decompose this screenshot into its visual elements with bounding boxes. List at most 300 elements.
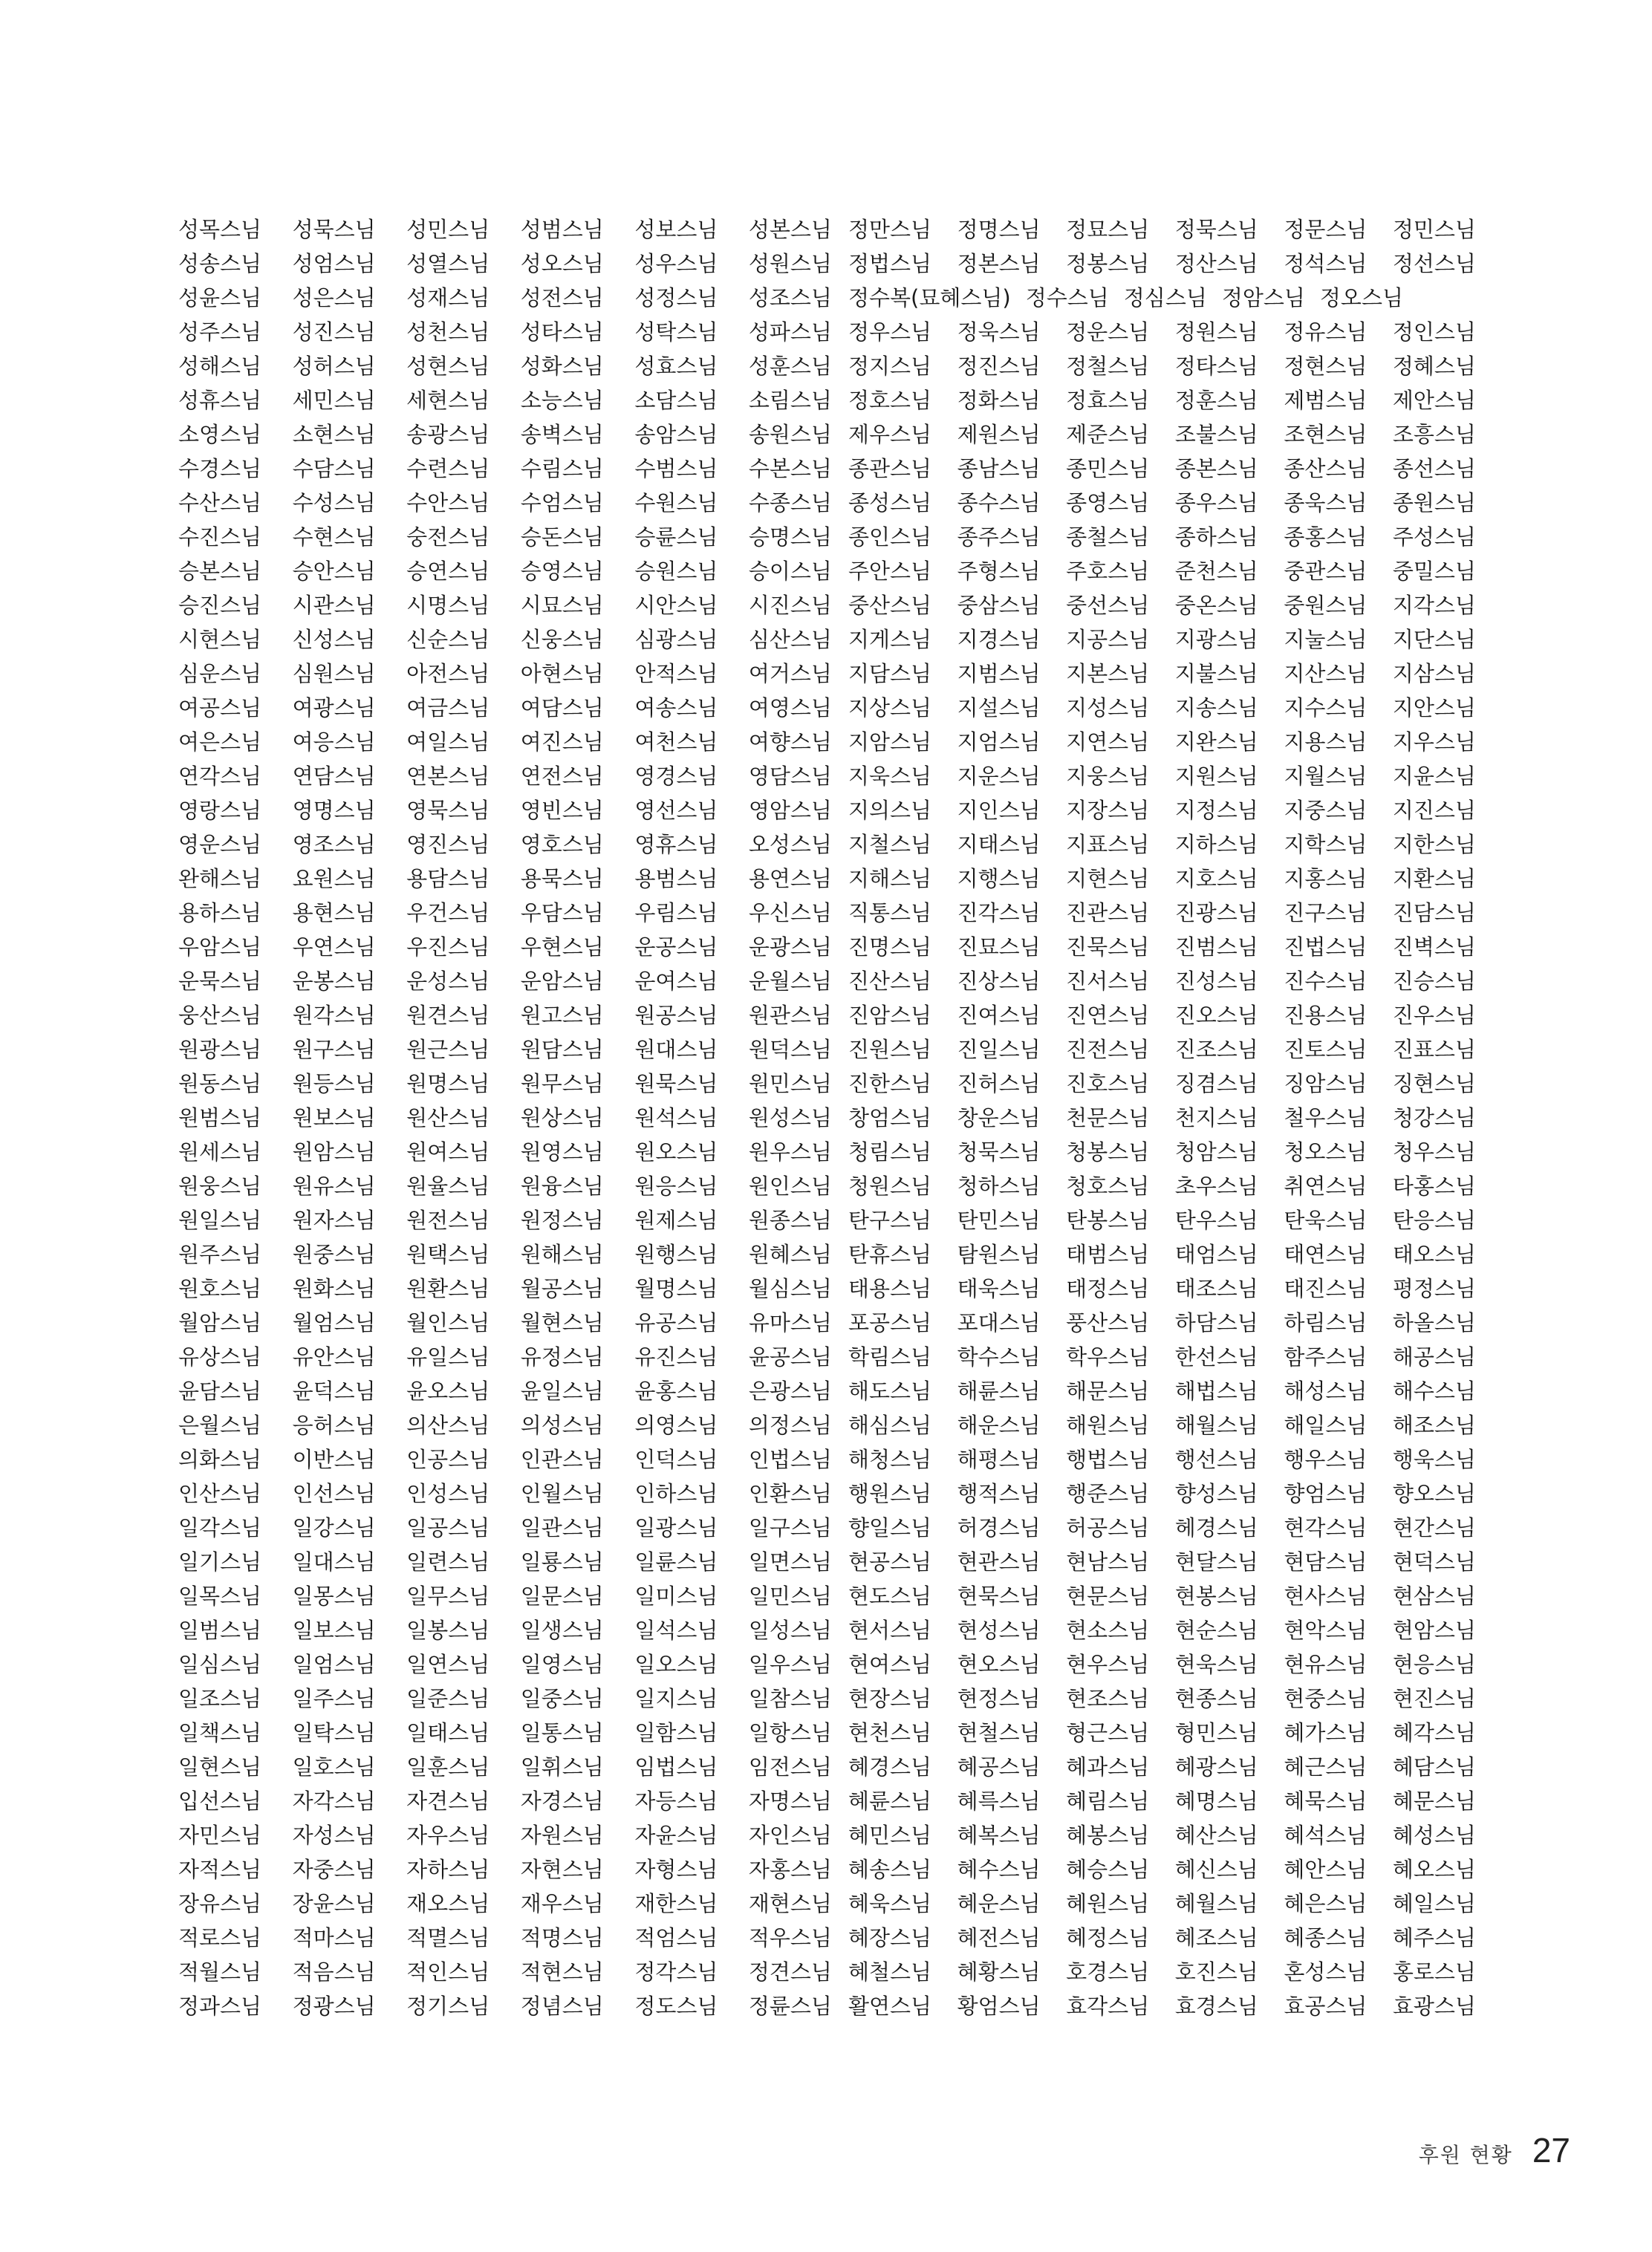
donor-name: 용하스님 — [178, 900, 262, 925]
donor-name: 원상스님 — [520, 1105, 604, 1130]
donor-name: 진구스님 — [1284, 900, 1368, 925]
name-row — [178, 520, 832, 554]
donor-name: 지중스님 — [1284, 798, 1368, 823]
donor-name: 월심스님 — [748, 1276, 832, 1301]
name-row — [848, 554, 1476, 588]
donor-name: 태범스님 — [1066, 1242, 1150, 1267]
donor-name: 혜전스님 — [957, 1925, 1041, 1950]
donor-name: 일연스님 — [406, 1652, 490, 1677]
donor-name: 일대스님 — [292, 1549, 376, 1575]
donor-name: 행원스님 — [848, 1481, 932, 1506]
name-row — [178, 1169, 832, 1203]
donor-name: 종주스님 — [957, 524, 1041, 550]
donor-name: 심산스님 — [748, 627, 832, 652]
donor-name: 진광스님 — [1174, 900, 1258, 925]
donor-name: 혜륵스님 — [957, 1789, 1041, 1814]
donor-name: 자홍스님 — [748, 1857, 832, 1882]
section-label: 후원 현황 — [1418, 2143, 1513, 2167]
donor-name: 월명스님 — [634, 1276, 718, 1301]
donor-name: 정견스님 — [748, 1959, 832, 1985]
donor-name: 용묵스님 — [520, 866, 604, 891]
donor-name: 중온스님 — [1174, 593, 1258, 618]
donor-name: 임전스님 — [748, 1754, 832, 1780]
donor-name: 지하스님 — [1174, 832, 1258, 857]
donor-name: 여영스님 — [748, 695, 832, 720]
name-row — [848, 1613, 1476, 1647]
donor-name: 현조스님 — [1066, 1686, 1150, 1711]
donor-name: 지학스님 — [1284, 832, 1368, 857]
donor-name: 징현스님 — [1392, 1071, 1476, 1096]
donor-name: 재오스님 — [406, 1891, 490, 1916]
donor-name: 진조스님 — [1174, 1037, 1258, 1062]
donor-name: 원담스님 — [520, 1037, 604, 1062]
name-row — [178, 1511, 832, 1545]
donor-name: 적명스님 — [520, 1925, 604, 1950]
donor-name: 허공스님 — [1066, 1515, 1150, 1540]
donor-name: 일훈스님 — [406, 1754, 490, 1780]
donor-name: 일몽스님 — [292, 1584, 376, 1609]
donor-name: 용현스님 — [292, 900, 376, 925]
donor-name: 일준스님 — [406, 1686, 490, 1711]
donor-name: 중선스님 — [1066, 593, 1150, 618]
donor-name: 영조스님 — [292, 832, 376, 857]
donor-name: 승영스님 — [520, 559, 604, 584]
donor-name: 수엄스님 — [520, 490, 604, 515]
name-row — [848, 1716, 1476, 1750]
donor-name: 원해스님 — [520, 1242, 604, 1267]
name-row — [848, 452, 1476, 486]
donor-name: 지본스님 — [1066, 661, 1150, 686]
donor-name: 일범스님 — [178, 1618, 262, 1643]
name-row — [178, 1887, 832, 1921]
donor-name: 적로스님 — [178, 1925, 262, 1950]
donor-name: 천문스님 — [1066, 1105, 1150, 1130]
donor-name: 지완스님 — [1174, 729, 1258, 755]
donor-name: 소현스님 — [292, 422, 376, 447]
donor-name: 제범스님 — [1284, 388, 1368, 413]
donor-name: 혜담스님 — [1392, 1754, 1476, 1780]
donor-name: 태욱스님 — [957, 1276, 1041, 1301]
donor-name: 자형스님 — [634, 1857, 718, 1882]
name-row — [178, 1203, 832, 1237]
name-row — [848, 1818, 1476, 1852]
donor-name: 정만스님 — [848, 217, 932, 242]
donor-name: 성파스님 — [748, 319, 832, 345]
donor-name: 혜송스님 — [848, 1857, 932, 1882]
donor-name: 현달스님 — [1174, 1549, 1258, 1575]
donor-name: 주성스님 — [1392, 524, 1476, 550]
donor-name: 정묘스님 — [1066, 217, 1150, 242]
donor-name: 정광스님 — [292, 1994, 376, 2019]
donor-name: 승연스님 — [406, 559, 490, 584]
donor-name: 정훈스님 — [1174, 388, 1258, 413]
donor-name: 진묵스님 — [1066, 934, 1150, 960]
donor-name: 천지스님 — [1174, 1105, 1258, 1130]
donor-name: 성진스님 — [292, 319, 376, 345]
donor-name: 정문스님 — [1284, 217, 1368, 242]
name-row — [178, 1613, 832, 1647]
donor-name: 지성스님 — [1066, 695, 1150, 720]
donor-name: 일각스님 — [178, 1515, 262, 1540]
donor-name: 지안스님 — [1392, 695, 1476, 720]
donor-name: 우건스님 — [406, 900, 490, 925]
donor-name: 혜광스님 — [1174, 1754, 1258, 1780]
donor-name: 원융스님 — [520, 1174, 604, 1199]
donor-name: 탄욱스님 — [1284, 1208, 1368, 1233]
donor-name: 지송스님 — [1174, 695, 1258, 720]
donor-name: 송벽스님 — [520, 422, 604, 447]
name-row — [848, 1374, 1476, 1408]
name-row — [178, 1647, 832, 1682]
donor-name: 종인스님 — [848, 524, 932, 550]
donor-name: 태연스님 — [1284, 1242, 1368, 1267]
donor-name: 지철스님 — [848, 832, 932, 857]
donor-name: 원명스님 — [406, 1071, 490, 1096]
donor-name: 종철스님 — [1066, 524, 1150, 550]
donor-name: 응허스님 — [292, 1413, 376, 1438]
donor-name: 정륜스님 — [748, 1994, 832, 2019]
donor-name: 정우스님 — [848, 319, 932, 345]
donor-name: 원무스님 — [520, 1071, 604, 1096]
donor-name: 일관스님 — [520, 1515, 604, 1540]
name-row — [848, 862, 1476, 896]
donor-name: 현공스님 — [848, 1549, 932, 1575]
donor-name: 일엄스님 — [292, 1652, 376, 1677]
donor-name: 시묘스님 — [520, 593, 604, 618]
donor-name: 원범스님 — [178, 1105, 262, 1130]
name-row — [178, 315, 832, 349]
donor-name: 지담스님 — [848, 661, 932, 686]
donor-name: 의영스님 — [634, 1413, 718, 1438]
donor-name: 일호스님 — [292, 1754, 376, 1780]
donor-name: 소영스님 — [178, 422, 262, 447]
donor-name: 원종스님 — [748, 1208, 832, 1233]
donor-name: 시명스님 — [406, 593, 490, 618]
donor-name: 여향스님 — [748, 729, 832, 755]
donor-name: 정암스님 — [1221, 285, 1305, 310]
donor-name: 성화스님 — [520, 354, 604, 379]
donor-name: 해공스님 — [1392, 1344, 1476, 1370]
donor-name: 청원스님 — [848, 1174, 932, 1199]
donor-name: 행적스님 — [957, 1481, 1041, 1506]
donor-name: 중밀스님 — [1392, 559, 1476, 584]
name-row — [848, 1135, 1476, 1169]
donor-name: 행우스님 — [1284, 1447, 1368, 1472]
name-row — [178, 1716, 832, 1750]
donor-name: 유안스님 — [292, 1344, 376, 1370]
donor-name: 성민스님 — [406, 217, 490, 242]
name-row — [848, 315, 1476, 349]
donor-name: 조불스님 — [1174, 422, 1258, 447]
name-row — [848, 657, 1476, 691]
donor-name: 정민스님 — [1392, 217, 1476, 242]
donor-name: 우담스님 — [520, 900, 604, 925]
donor-name: 지해스님 — [848, 866, 932, 891]
donor-name: 임법스님 — [634, 1754, 718, 1780]
donor-name: 웅산스님 — [178, 1003, 262, 1028]
donor-name: 종원스님 — [1392, 490, 1476, 515]
donor-name: 종수스님 — [957, 490, 1041, 515]
donor-name: 형근스님 — [1066, 1720, 1150, 1745]
donor-name: 현서스님 — [848, 1618, 932, 1643]
donor-name: 여응스님 — [292, 729, 376, 755]
name-row — [178, 588, 832, 622]
donor-name: 운묵스님 — [178, 969, 262, 994]
donor-name: 우연스님 — [292, 934, 376, 960]
donor-name: 적월스님 — [178, 1959, 262, 1985]
donor-name: 혜신스님 — [1174, 1857, 1258, 1882]
donor-name: 소담스님 — [634, 388, 718, 413]
donor-name: 운성스님 — [406, 969, 490, 994]
name-row — [848, 486, 1476, 520]
donor-name: 영선스님 — [634, 798, 718, 823]
donor-name: 원근스님 — [406, 1037, 490, 1062]
donor-name: 성주스님 — [178, 319, 262, 345]
donor-name: 혜안스님 — [1284, 1857, 1368, 1882]
donor-name: 현담스님 — [1284, 1549, 1368, 1575]
donor-name: 혜오스님 — [1392, 1857, 1476, 1882]
donor-name: 혜승스님 — [1066, 1857, 1150, 1882]
donor-name: 지공스님 — [1066, 627, 1150, 652]
donor-name: 의정스님 — [748, 1413, 832, 1438]
donor-name: 종우스님 — [1174, 490, 1258, 515]
donor-name: 현정스님 — [957, 1686, 1041, 1711]
donor-name: 용담스님 — [406, 866, 490, 891]
donor-name: 학우스님 — [1066, 1344, 1150, 1370]
donor-name: 지웅스님 — [1066, 764, 1150, 789]
name-row — [178, 759, 832, 793]
donor-name: 유일스님 — [406, 1344, 490, 1370]
donor-name: 철우스님 — [1284, 1105, 1368, 1130]
name-row — [848, 1887, 1476, 1921]
donor-name: 중산스님 — [848, 593, 932, 618]
donor-name: 심원스님 — [292, 661, 376, 686]
donor-name: 승원스님 — [634, 559, 718, 584]
donor-name: 일면스님 — [748, 1549, 832, 1575]
donor-name: 일미스님 — [634, 1584, 718, 1609]
donor-name: 영진스님 — [406, 832, 490, 857]
donor-name: 성묵스님 — [292, 217, 376, 242]
donor-name: 원유스님 — [292, 1174, 376, 1199]
donor-name: 원각스님 — [292, 1003, 376, 1028]
donor-name: 혜종스님 — [1284, 1925, 1368, 1950]
donor-name: 월인스님 — [406, 1310, 490, 1335]
donor-name: 주호스님 — [1066, 559, 1150, 584]
donor-name: 수담스님 — [292, 456, 376, 481]
donor-name: 원광스님 — [178, 1037, 262, 1062]
donor-name: 신순스님 — [406, 627, 490, 652]
donor-name: 정욱스님 — [957, 319, 1041, 345]
donor-name: 아전스님 — [406, 661, 490, 686]
right-name-column — [848, 212, 1476, 2023]
donor-name: 지호스님 — [1174, 866, 1258, 891]
donor-name: 징암스님 — [1284, 1071, 1368, 1096]
donor-name: 포공스님 — [848, 1310, 932, 1335]
donor-name: 정산스님 — [1174, 251, 1258, 276]
name-row — [848, 1101, 1476, 1135]
donor-name: 수진스님 — [178, 524, 262, 550]
donor-name: 헤경스님 — [1174, 1515, 1258, 1540]
donor-name: 혜산스님 — [1174, 1823, 1258, 1848]
donor-name: 해문스님 — [1066, 1379, 1150, 1404]
donor-name: 징겸스님 — [1174, 1071, 1258, 1096]
donor-name: 여공스님 — [178, 695, 262, 720]
donor-name: 종성스님 — [848, 490, 932, 515]
donor-name: 이반스님 — [292, 1447, 376, 1472]
donor-name: 자등스님 — [634, 1789, 718, 1814]
name-row — [848, 622, 1476, 657]
donor-name: 지눌스님 — [1284, 627, 1368, 652]
donor-name: 형민스님 — [1174, 1720, 1258, 1745]
donor-name: 시관스님 — [292, 593, 376, 618]
donor-name: 장유스님 — [178, 1891, 262, 1916]
donor-name: 자명스님 — [748, 1789, 832, 1814]
donor-name: 황엄스님 — [957, 1994, 1041, 2019]
donor-name: 진서스님 — [1066, 969, 1150, 994]
donor-name: 혜민스님 — [848, 1823, 932, 1848]
donor-name: 신성스님 — [292, 627, 376, 652]
donor-name: 지불스님 — [1174, 661, 1258, 686]
donor-name: 지단스님 — [1392, 627, 1476, 652]
donor-name: 조현스님 — [1284, 422, 1368, 447]
name-row — [178, 862, 832, 896]
name-row — [848, 725, 1476, 759]
donor-name: 진범스님 — [1174, 934, 1258, 960]
donor-name: 혜운스님 — [957, 1891, 1041, 1916]
donor-name: 지행스님 — [957, 866, 1041, 891]
donor-name: 원혜스님 — [748, 1242, 832, 1267]
donor-name: 행선스님 — [1174, 1447, 1258, 1472]
donor-name: 원성스님 — [748, 1105, 832, 1130]
name-row — [848, 247, 1476, 281]
donor-name: 자적스님 — [178, 1857, 262, 1882]
donor-name: 하올스님 — [1392, 1310, 1476, 1335]
donor-name: 향엄스님 — [1284, 1481, 1368, 1506]
donor-name: 지각스님 — [1392, 593, 1476, 618]
donor-name: 원전스님 — [406, 1208, 490, 1233]
donor-name: 혜은스님 — [1284, 1891, 1368, 1916]
donor-name: 승륜스님 — [634, 524, 718, 550]
donor-name: 해일스님 — [1284, 1413, 1368, 1438]
donor-name: 수림스님 — [520, 456, 604, 481]
donor-name: 지욱스님 — [848, 764, 932, 789]
donor-name: 유상스님 — [178, 1344, 262, 1370]
name-row — [178, 725, 832, 759]
donor-name: 혜성스님 — [1392, 1823, 1476, 1848]
name-row — [848, 1237, 1476, 1272]
donor-name: 월현스님 — [520, 1310, 604, 1335]
donor-name: 진한스님 — [848, 1071, 932, 1096]
donor-name: 원암스님 — [292, 1139, 376, 1165]
donor-name: 혼성스님 — [1284, 1959, 1368, 1985]
donor-name: 우신스님 — [748, 900, 832, 925]
donor-name: 혜황스님 — [957, 1959, 1041, 1985]
donor-name: 정석스님 — [1284, 251, 1368, 276]
donor-name: 허경스님 — [957, 1515, 1041, 1540]
donor-name: 종영스님 — [1066, 490, 1150, 515]
donor-name: 연전스님 — [520, 764, 604, 789]
name-row — [178, 1921, 832, 1955]
name-row — [848, 1408, 1476, 1442]
donor-name: 해월스님 — [1174, 1413, 1258, 1438]
donor-name: 혜욱스님 — [848, 1891, 932, 1916]
donor-name: 성타스님 — [520, 319, 604, 345]
donor-name: 진벽스님 — [1392, 934, 1476, 960]
donor-name: 정묵스님 — [1174, 217, 1258, 242]
donor-name: 수범스님 — [634, 456, 718, 481]
donor-name: 원환스님 — [406, 1276, 490, 1301]
donor-name: 용범스님 — [634, 866, 718, 891]
name-row — [178, 281, 832, 315]
donor-name: 원관스님 — [748, 1003, 832, 1028]
donor-name: 우현스님 — [520, 934, 604, 960]
donor-name: 성원스님 — [748, 251, 832, 276]
donor-name: 일태스님 — [406, 1720, 490, 1745]
donor-name: 원석스님 — [634, 1105, 718, 1130]
donor-name: 혜림스님 — [1066, 1789, 1150, 1814]
donor-name: 영명스님 — [292, 798, 376, 823]
donor-name: 일주스님 — [292, 1686, 376, 1711]
donor-name: 한선스님 — [1174, 1344, 1258, 1370]
donor-name: 운월스님 — [748, 969, 832, 994]
donor-name: 성효스님 — [634, 354, 718, 379]
donor-name: 윤덕스님 — [292, 1379, 376, 1404]
name-row — [178, 1101, 832, 1135]
donor-name: 현장스님 — [848, 1686, 932, 1711]
donor-name: 진상스님 — [957, 969, 1041, 994]
donor-name: 중삼스님 — [957, 593, 1041, 618]
donor-name: 현중스님 — [1284, 1686, 1368, 1711]
name-row — [178, 691, 832, 725]
donor-name: 태용스님 — [848, 1276, 932, 1301]
donor-name: 원대스님 — [634, 1037, 718, 1062]
name-row — [848, 1921, 1476, 1955]
donor-name: 정도스님 — [634, 1994, 718, 2019]
donor-name: 재한스님 — [634, 1891, 718, 1916]
donor-name: 지광스님 — [1174, 627, 1258, 652]
donor-name: 정철스님 — [1066, 354, 1150, 379]
donor-name: 지삼스님 — [1392, 661, 1476, 686]
donor-name: 월암스님 — [178, 1310, 262, 1335]
donor-name: 정념스님 — [520, 1994, 604, 2019]
donor-name: 지원스님 — [1174, 764, 1258, 789]
donor-name: 적음스님 — [292, 1959, 376, 1985]
donor-name: 승진스님 — [178, 593, 262, 618]
donor-name: 혜각스님 — [1392, 1720, 1476, 1745]
donor-name: 성현스님 — [406, 354, 490, 379]
donor-name: 원중스님 — [292, 1242, 376, 1267]
donor-name: 지환스님 — [1392, 866, 1476, 891]
donor-name: 지의스님 — [848, 798, 932, 823]
name-row — [178, 212, 832, 247]
donor-name: 지정스님 — [1174, 798, 1258, 823]
name-row — [848, 1477, 1476, 1511]
donor-name: 운광스님 — [748, 934, 832, 960]
donor-name: 효공스님 — [1284, 1994, 1368, 2019]
donor-name: 현진스님 — [1392, 1686, 1476, 1711]
donor-name: 승이스님 — [748, 559, 832, 584]
donor-name: 청암스님 — [1174, 1139, 1258, 1165]
donor-name: 재현스님 — [748, 1891, 832, 1916]
donor-name: 영운스님 — [178, 832, 262, 857]
donor-name: 수원스님 — [634, 490, 718, 515]
donor-name: 지설스님 — [957, 695, 1041, 720]
name-row — [178, 1818, 832, 1852]
donor-name: 원고스님 — [520, 1003, 604, 1028]
donor-name: 성재스님 — [406, 285, 490, 310]
donor-name: 정심스님 — [1123, 285, 1207, 310]
donor-name: 여금스님 — [406, 695, 490, 720]
